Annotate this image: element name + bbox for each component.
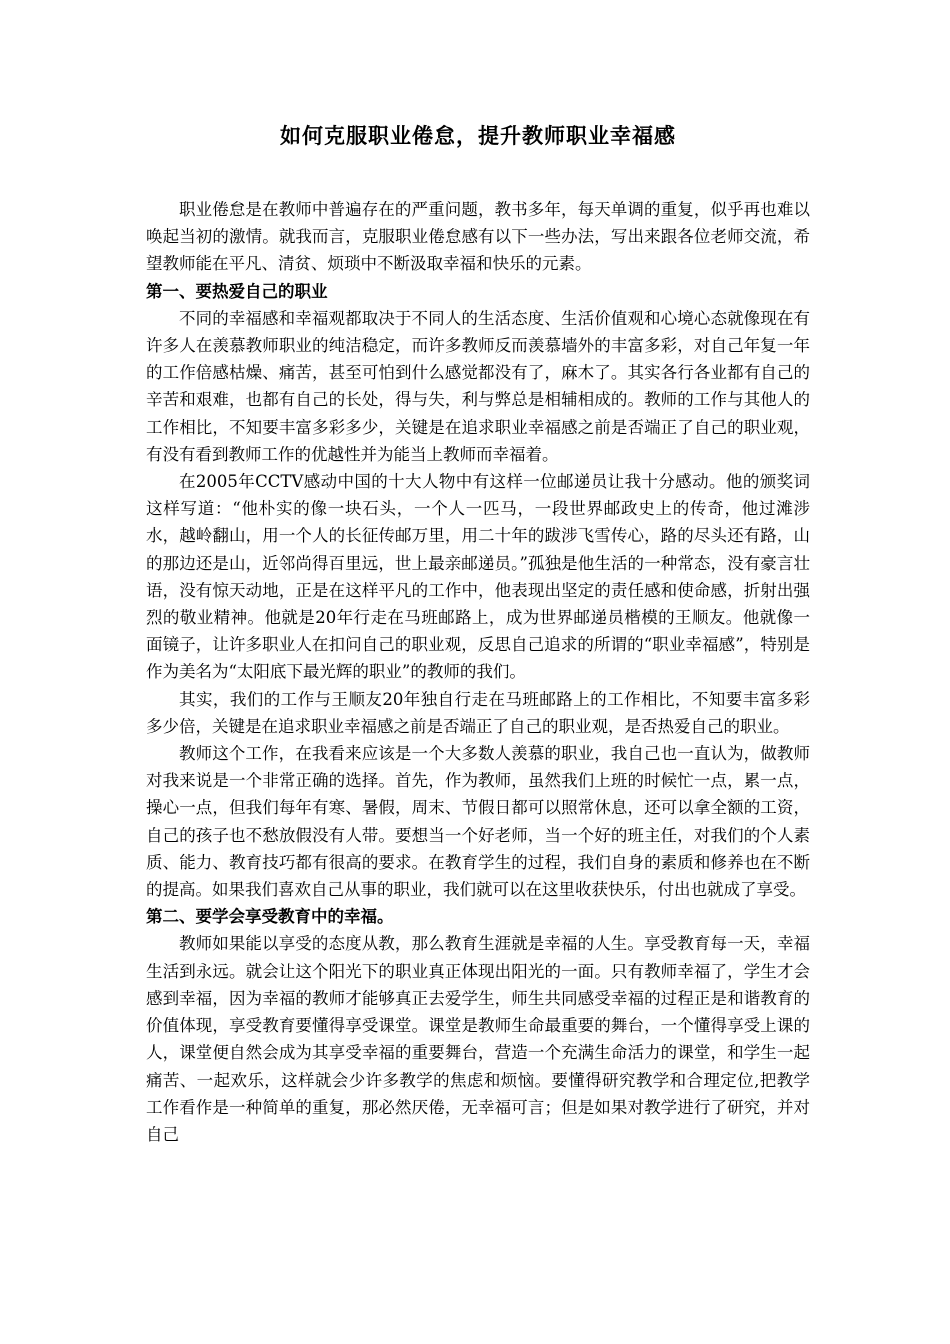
document-body [146,196,810,1148]
paragraph-1: 不同的幸福感和幸福观都取决于不同人的生活态度、生活价值观和心境心态就像现在有许多人在羡慕教师职业的纯洁稳定，而许多教师反而羡慕墙外的丰富多彩，对自己年复一年的工作倍感枯燥、痛苦，甚至可怕到什么感觉都没有了，麻木了。其实各行各业都有自己的辛苦和艰难，也都有自己的长处，得与失，利与弊总是相辅相成的。教师的工作与其他人的工作相比，不知要丰富多彩多少，关键是在追求职业幸福感之前是否端正了自己的职业观，有没有看到教师工作的优越性并为能当上教师而幸福着。 [146,308,810,464]
section-heading-1: 第一、要热爱自己的职业 [146,281,328,301]
paragraph-4: 教师这个工作，在我看来应该是一个大多数人羡慕的职业，我自己也一直认为，做教师对我来说是一个非常正确的选择。首先，作为教师，虽然我们上班的时候忙一点，累一点，操心一点，但我们每年有寒、暑假，周末、节假日都可以照常休息，还可以拿全额的工资，自己的孩子也不愁放假没有人带。要想当一个好老师，当一个好的班主任，对我们的个人素质、能力、教育技巧都有很高的要求。在教育学生的过程，我们自身的素质和修养也在不断的提高。如果我们喜欢自己从事的职业，我们就可以在这里收获快乐，付出也就成了享受。 [146,744,810,900]
paragraph-5: 教师如果能以享受的态度从教，那么教育生涯就是幸福的人生。享受教育每一天，幸福生活到永远。就会让这个阳光下的职业真正体现出阳光的一面。只有教师幸福了，学生才会感到幸福，因为幸福的教师才能够真正去爱学生，师生共同感受幸福的过程正是和谐教育的价值体现，享受教育要懂得享受课堂。课堂是教师生命最重要的舞台，一个懂得享受上课的人，课堂便自然会成为其享受幸福的重要舞台，营造一个充满生命活力的课堂，和学生一起痛苦、一起欢乐，这样就会少许多教学的焦虑和烦恼。要懂得研究教学和合理定位,把教学工作看作是一种简单的重复，那必然厌倦，无幸福可言；但是如果对教学进行了研究，并对自己 [146,934,810,1144]
paragraph-2: 在2005年CCTV感动中国的十大人物中有这样一位邮递员让我十分感动。他的颁奖词这样写道：“他朴实的像一块石头，一个人一匹马，一段世界邮政史上的传奇，他过滩涉水，越岭翻山，用一个人的长征传邮万里，用二十年的跋涉飞雪传心，路的尽头还有路，山的那边还是山，近邻尚得百里远，世上最亲邮递员。”孤独是他生活的一种常态，没有豪言壮语，没有惊天动地，正是在这样平凡的工作中，他表现出坚定的责任感和使命感，折射出强烈的敬业精神。他就是20年行走在马班邮路上，成为世界邮递员楷模的王顺友。他就像一面镜子，让许多职业人在扣问自己的职业观，反思自己追求的所谓的“职业幸福感”，特别是作为美名为“太阳底下最光辉的职业”的教师的我们。 [146,472,810,682]
section-heading-2: 第二、要学会享受教育中的幸福。 [146,907,394,927]
paragraph-intro: 职业倦怠是在教师中普遍存在的严重问题，教书多年，每天单调的重复，似乎再也难以唤起当初的激情。就我而言，克服职业倦怠感有以下一些办法，写出来跟各位老师交流，希望教师能在平凡、清贫、烦琐中不断汲取幸福和快乐的元素。 [146,200,810,274]
paragraph-3: 其实，我们的工作与王顺友20年独自行走在马班邮路上的工作相比，不知要丰富多彩多少倍，关键是在追求职业幸福感之前是否端正了自己的职业观，是否热爱自己的职业。 [146,689,810,736]
document-title: 如何克服职业倦怠，提升教师职业幸福感 [280,124,676,148]
